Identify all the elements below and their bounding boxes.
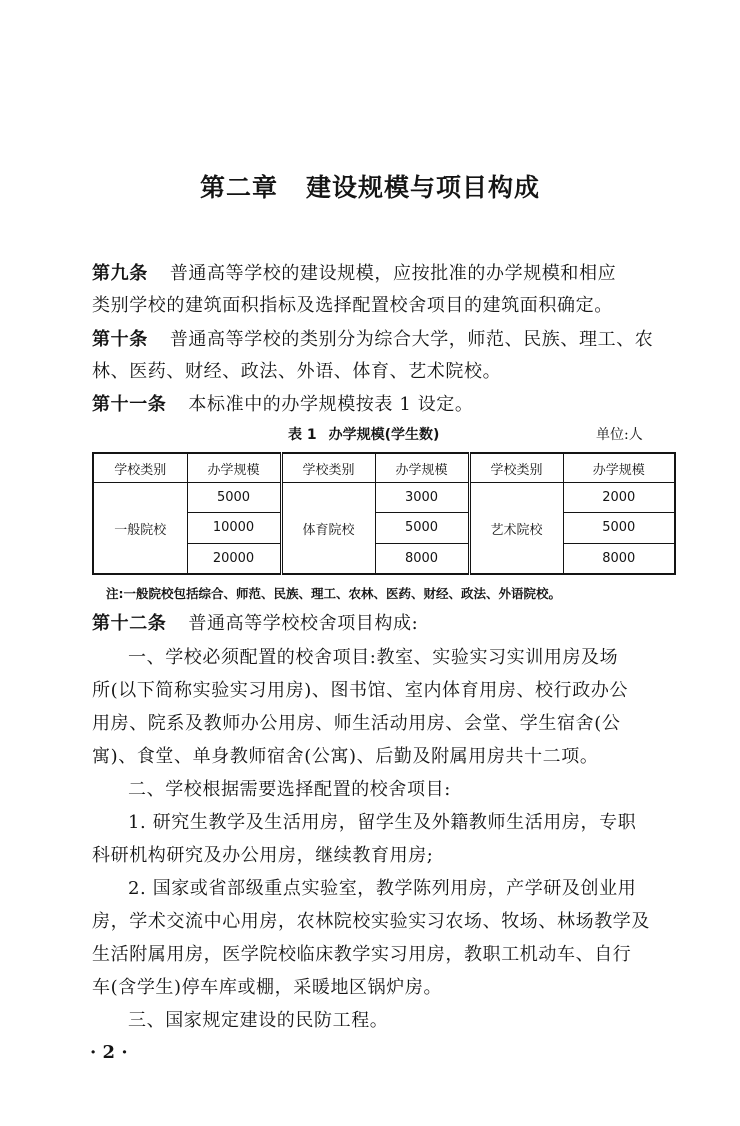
table-header-row: [93, 453, 675, 483]
art12-item2-line-1: 2. 国家或省部级重点实验室，教学陈列用房，产学研及创业用: [128, 878, 637, 899]
table-header-cell: 办学规模: [187, 453, 281, 483]
table-caption-title: 办学规模(学生数): [328, 427, 440, 443]
art9-line-2: 类别学校的建筑面积指标及选择配置校舍项目的建筑面积确定。: [92, 295, 613, 316]
art12-para3: 三、国家规定建设的民防工程。: [128, 1010, 389, 1031]
art11-line-1: [92, 393, 474, 417]
scale-table: [92, 452, 676, 575]
table-row: [93, 483, 675, 513]
table-cell: 10000: [187, 513, 281, 543]
chapter-title: [0, 168, 740, 204]
table-header-cell: 学校类别: [281, 453, 375, 483]
art12-label: 第十二条: [92, 613, 167, 634]
category-sports: 体育院校: [281, 483, 375, 575]
art12-item2-line-4: 车(含学生)停车库或棚，采暖地区锅炉房。: [92, 977, 443, 998]
art10-text-1: 普通高等学校的类别分为综合大学，师范、民族、理工、农: [169, 329, 654, 350]
table-cell: 2000: [563, 483, 675, 513]
table-note: 注:一般院校包括综合、师范、民族、理工、农林、医药、财经、政法、外语院校。: [106, 586, 562, 601]
art10-label: 第十条: [92, 329, 148, 350]
art12-para1-line-2: 所(以下简称实验实习用房)、图书馆、室内体育用房、校行政办公: [92, 680, 629, 701]
art12-item1-line-1: 1. 研究生教学及生活用房，留学生及外籍教师生活用房，专职: [128, 812, 637, 833]
table-caption: [288, 424, 439, 444]
art12-para1-line-4: 寓)、食堂、单身教师宿舍(公寓)、后勤及附属用房共十二项。: [92, 746, 599, 767]
art12-text-1: 普通高等学校校舍项目构成:: [188, 613, 419, 634]
table-header-cell: 办学规模: [563, 453, 675, 483]
table-cell: 8000: [563, 543, 675, 574]
art12-item2-line-2: 房，学术交流中心用房，农林院校实验实习农场、牧场、林场教学及: [92, 911, 650, 932]
table-unit: 单位:人: [596, 427, 643, 443]
table-cell: 20000: [187, 543, 281, 574]
table-header-cell: 学校类别: [469, 453, 563, 483]
art11-label: 第十一条: [92, 394, 167, 415]
art9-line-1: [92, 262, 616, 286]
table-cell: 3000: [375, 483, 469, 513]
art12-item2-line-3: 生活附属用房，医学院校临床教学实习用房，教职工机动车、自行: [92, 944, 632, 965]
art12-line-1: [92, 612, 418, 636]
table-caption-number: 表 1: [288, 427, 317, 443]
category-arts: 艺术院校: [469, 483, 563, 575]
table-cell: 8000: [375, 543, 469, 574]
page-number: · 2 ·: [90, 1042, 128, 1063]
table-cell: 5000: [375, 513, 469, 543]
art12-para1-line-3: 用房、院系及教师办公用房、师生活动用房、会堂、学生宿舍(公: [92, 713, 621, 734]
art11-text-1: 本标准中的办学规模按表 1 设定。: [188, 394, 474, 415]
art12-para1-line-1: 一、学校必须配置的校舍项目:教室、实验实习实训用房及场: [128, 647, 619, 668]
art9-label: 第九条: [92, 263, 148, 284]
table-header-cell: 学校类别: [93, 453, 187, 483]
art12-para2: 二、学校根据需要选择配置的校舍项目:: [128, 779, 451, 800]
table-header-cell: 办学规模: [375, 453, 469, 483]
art10-line-2: 林、医药、财经、政法、外语、体育、艺术院校。: [92, 361, 502, 382]
table-cell: 5000: [563, 513, 675, 543]
art12-item1-line-2: 科研机构研究及办公用房，继续教育用房;: [92, 845, 434, 866]
table-cell: 5000: [187, 483, 281, 513]
category-general: 一般院校: [93, 483, 187, 575]
chapter-name: 建设规模与项目构成: [306, 173, 541, 202]
chapter-number: 第二章: [199, 173, 278, 202]
art10-line-1: [92, 328, 653, 352]
art9-text-1: 普通高等学校的建设规模，应按批准的办学规模和相应: [169, 263, 617, 284]
